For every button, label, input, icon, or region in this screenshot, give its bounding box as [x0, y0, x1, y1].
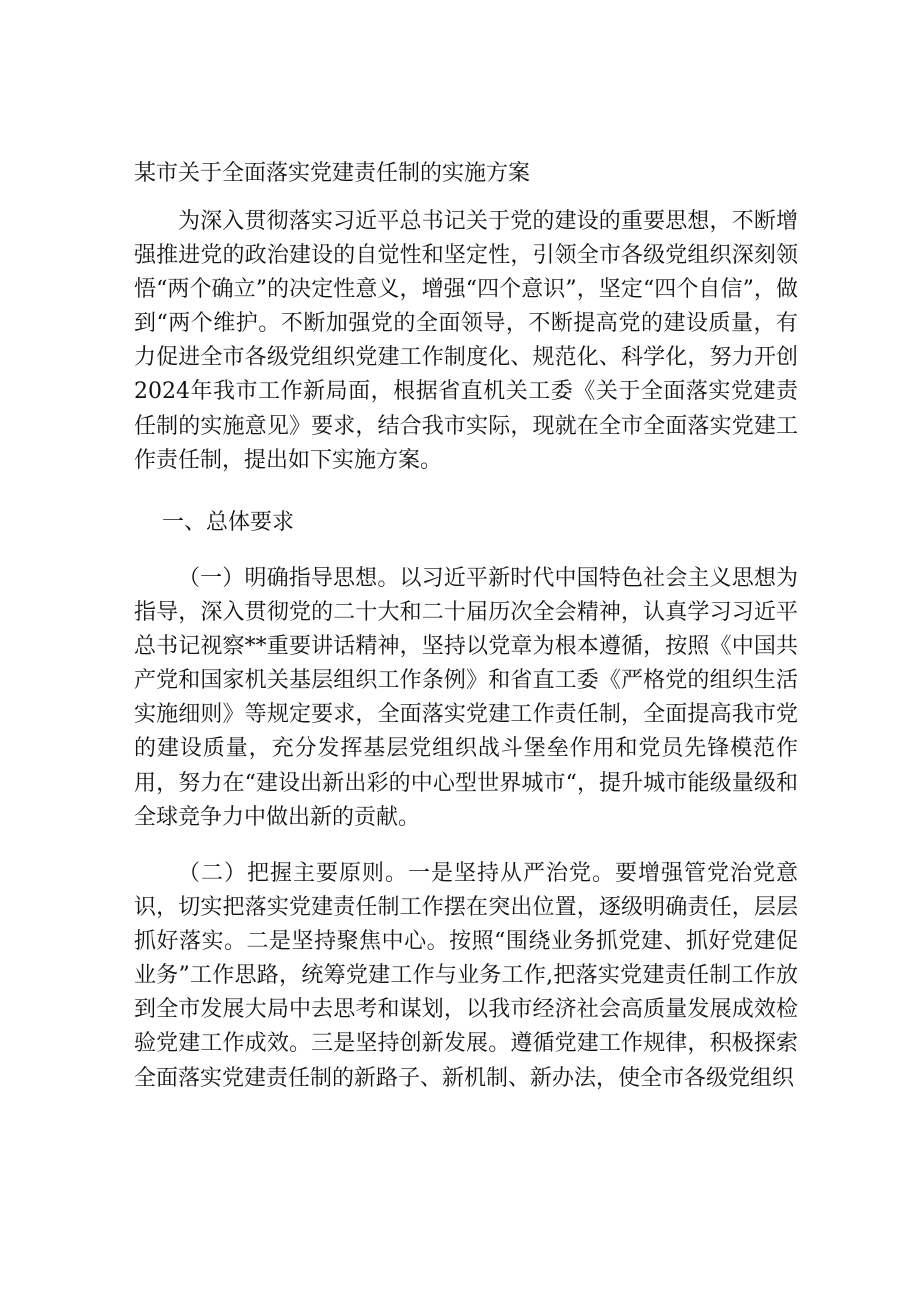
intro-paragraph: 为深入贯彻落实习近平总书记关于党的建设的重要思想，不断增强推进党的政治建设的自觉性和坚定性，引领全市各级党组织深刻领悟“两个确立”的决定性意义，增强“四个意识”，坚定“四个自信”，做到“两个维护。不断加强党的全面领导，不断提高党的建设质量，有力促进全市各级党组织党建工作制度化、规范化、科学化，努力开创2024年我市工作新局面，根据省直机关工委《关于全面落实党建责任制的实施意见》要求，结合我市实际，现就在全市全面落实党建工作责任制，提出如下实施方案。 — [134, 209, 798, 473]
section-heading: 一、总体要求 — [162, 510, 295, 535]
document-title: 某市关于全面落实党建责任制的实施方案 — [134, 161, 531, 186]
paragraph-main-principles: （二）把握主要原则。一是坚持从严治党。要增强管党治党意识，切实把落实党建责任制工作摆在突出位置，逐级明确责任，层层抓好落实。二是坚持聚焦中心。按照“围绕业务抓党建、抓好党建促业务”工作思路，统筹党建工作与业务工作,把落实党建责任制工作放到全市发展大局中去思考和谋划，以我市经济社会高质量发展成效检验党建工作成效。三是坚持创新发展。遵循党建工作规律，积极探索全面落实党建责任制的新路子、新机制、新办法，使全市各级党组织 — [134, 861, 798, 1091]
paragraph-guiding-ideology: （一）明确指导思想。以习近平新时代中国特色社会主义思想为指导，深入贯彻党的二十大和二十届历次全会精神，认真学习习近平总书记视察**重要讲话精神，坚持以党章为根本遵循，按照《中国共产党和国家机关基层组织工作条例》和省直工委《严格党的组织生活实施细则》等规定要求，全面落实党建工作责任制，全面提高我市党的建设质量，充分发挥基层党组织战斗堡垒作用和党员先锋模范作用，努力在“建设出新出彩的中心型世界城市“，提升城市能级量级和全球竞争力中做出新的贡献。 — [134, 566, 798, 830]
